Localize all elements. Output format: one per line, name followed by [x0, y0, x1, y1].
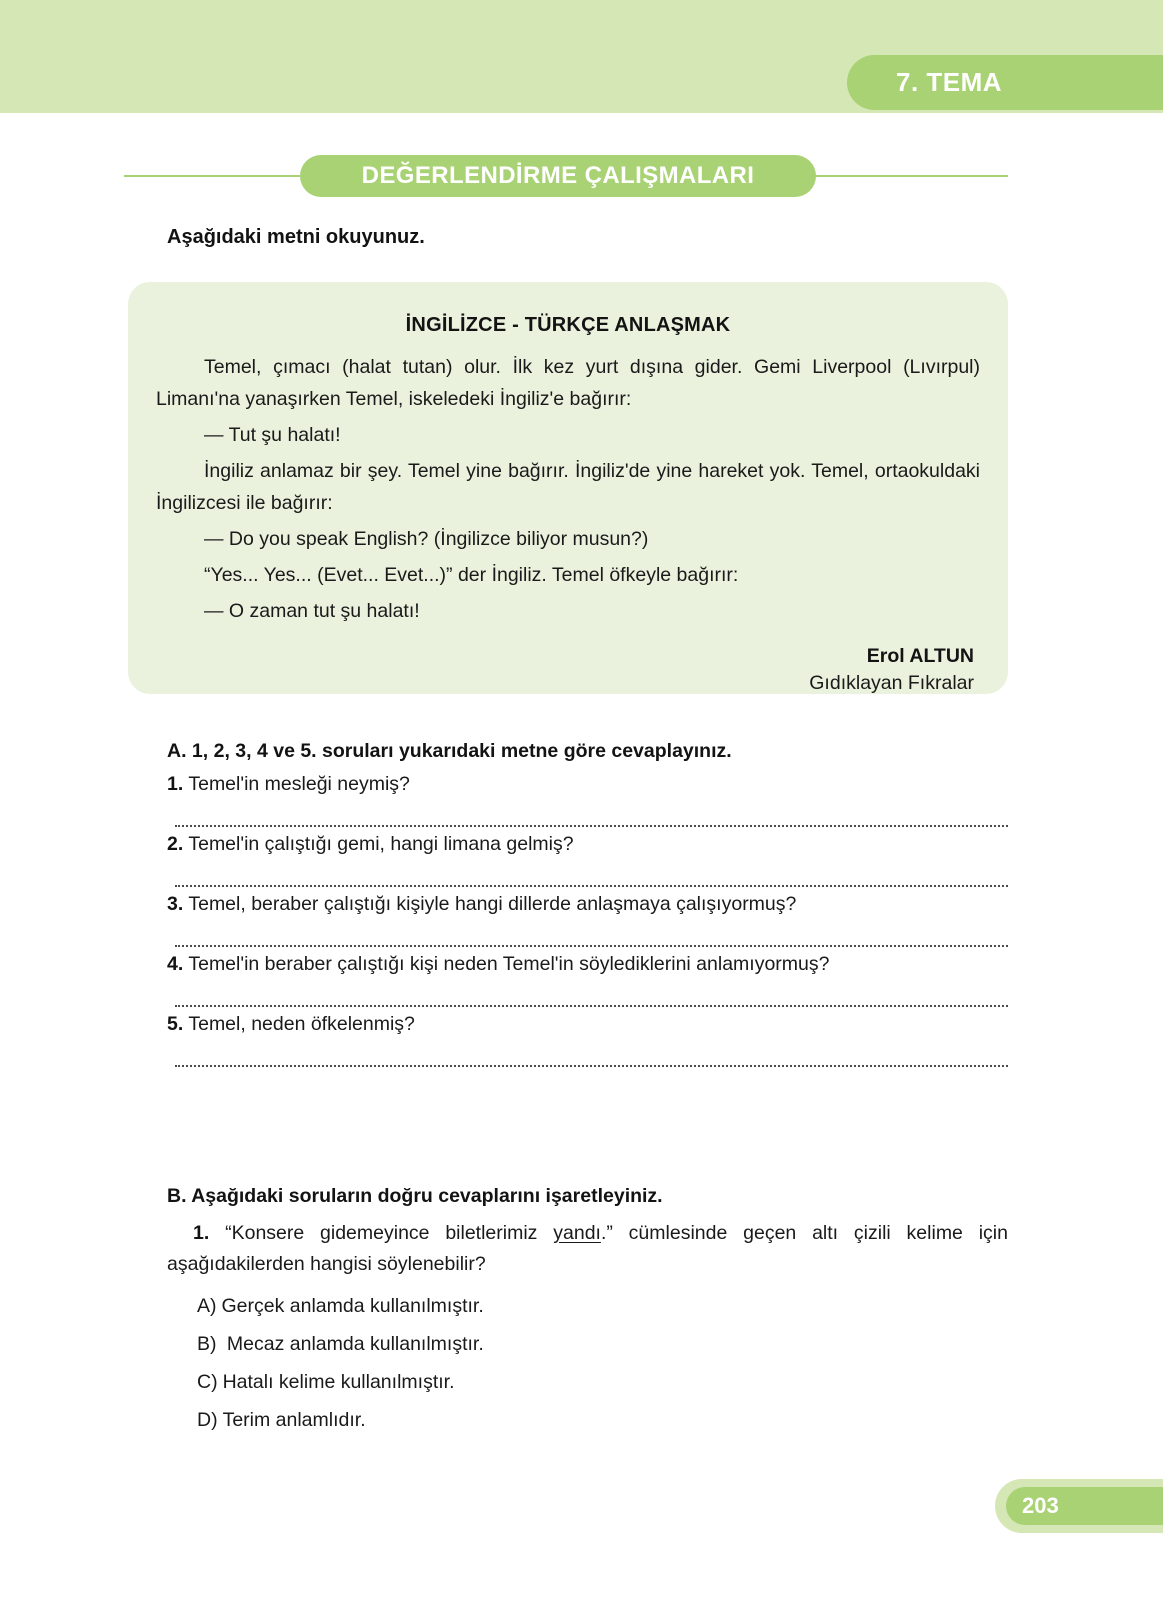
answer-line-3[interactable] [175, 919, 1008, 947]
question-row-4 [167, 953, 1008, 976]
question-text-part2: .” cümlesinde geçen altı çizili kelime için aşağıdakilerden hangisi söylenebilir? [167, 1222, 1008, 1275]
title-rule-left [124, 175, 320, 177]
theme-badge [847, 55, 1163, 110]
option-a[interactable] [167, 1295, 1008, 1318]
section-a [167, 740, 1008, 1073]
reading-paragraph: — Do you speak English? (İngilizce biliyor musun?) [204, 528, 649, 550]
question-text: Temel, neden öfkelenmiş? [188, 1013, 415, 1035]
theme-label: 7. TEMA [896, 67, 1003, 97]
option-d[interactable] [167, 1409, 1008, 1432]
section-a-heading: A. 1, 2, 3, 4 ve 5. soruları yukarıdaki metne göre cevaplayınız. [167, 740, 732, 762]
option-text: Gerçek anlamda kullanılmıştır. [221, 1295, 484, 1317]
reading-paragraph: İngiliz anlamaz bir şey. Temel yine bağırır. İngiliz'de yine hareket yok. Temel, ortaokuldaki İngilizcesi ile bağırır: [156, 460, 980, 514]
reading-paragraph: “Yes... Yes... (Evet... Evet...)” der İngiliz. Temel öfkeyle bağırır: [204, 564, 739, 586]
reading-paragraph: Temel, çımacı (halat tutan) olur. İlk kez yurt dışına gider. Gemi Liverpool (Lıvırpul) Limanı'na yanaşırken Temel, iskeledeki İngiliz'e bağırır: [156, 356, 980, 410]
question-row-2 [167, 833, 1008, 856]
question-row-5 [167, 1013, 1008, 1036]
option-letter: B) [197, 1333, 217, 1355]
option-text: Hatalı kelime kullanılmıştır. [222, 1371, 455, 1393]
reading-paragraph: — O zaman tut şu halatı! [204, 600, 420, 622]
answer-line-4[interactable] [175, 979, 1008, 1007]
question-text: Temel'in çalıştığı gemi, hangi limana gelmiş? [188, 833, 574, 855]
answer-line-5[interactable] [175, 1039, 1008, 1067]
option-letter: C) [197, 1371, 218, 1393]
page-number-badge [1006, 1487, 1163, 1525]
section-title-label: DEĞERLENDİRME ÇALIŞMALARI [361, 162, 755, 189]
reading-text-title: İNGİLİZCE - TÜRKÇE ANLAŞMAK [405, 314, 731, 336]
section-title-badge [300, 155, 816, 197]
option-letter: D) [197, 1409, 218, 1431]
answer-line-1[interactable] [175, 799, 1008, 827]
option-b[interactable] [167, 1333, 1008, 1356]
option-c[interactable] [167, 1371, 1008, 1394]
section-b-question-1 [167, 1218, 1008, 1280]
question-text: Temel, beraber çalıştığı kişiyle hangi dillerde anlaşmaya çalışıyormuş? [188, 893, 797, 915]
reading-source: Gıdıklayan Fıkralar [809, 672, 974, 694]
question-number: 2. [167, 833, 184, 855]
section-title-row [0, 155, 1163, 197]
underlined-word: yandı [553, 1222, 601, 1244]
option-text: Terim anlamlıdır. [222, 1409, 366, 1431]
option-text: Mecaz anlamda kullanılmıştır. [221, 1333, 484, 1355]
question-text-part1: “Konsere gidemeyince biletlerimiz [225, 1222, 554, 1244]
question-number: 1. [193, 1222, 210, 1244]
section-b [167, 1185, 1008, 1432]
question-number: 1. [167, 773, 184, 795]
top-banner [0, 0, 1163, 113]
option-letter: A) [197, 1295, 217, 1317]
question-number: 3. [167, 893, 184, 915]
question-number: 5. [167, 1013, 184, 1035]
reading-instruction: Aşağıdaki metni okuyunuz. [167, 226, 425, 248]
reading-paragraph: — Tut şu halatı! [204, 424, 341, 446]
question-row-3 [167, 893, 1008, 916]
question-text: Temel'in beraber çalıştığı kişi neden Temel'in söylediklerini anlamıyormuş? [188, 953, 830, 975]
reading-text-box [128, 282, 1008, 694]
reading-author: Erol ALTUN [866, 645, 974, 667]
title-rule-right [812, 175, 1008, 177]
answer-line-2[interactable] [175, 859, 1008, 887]
question-row-1 [167, 773, 1008, 796]
question-text: Temel'in mesleği neymiş? [188, 773, 410, 795]
section-b-heading: B. Aşağıdaki soruların doğru cevaplarını işaretleyiniz. [167, 1185, 663, 1207]
question-number: 4. [167, 953, 184, 975]
page-number-label: 203 [1022, 1493, 1059, 1518]
